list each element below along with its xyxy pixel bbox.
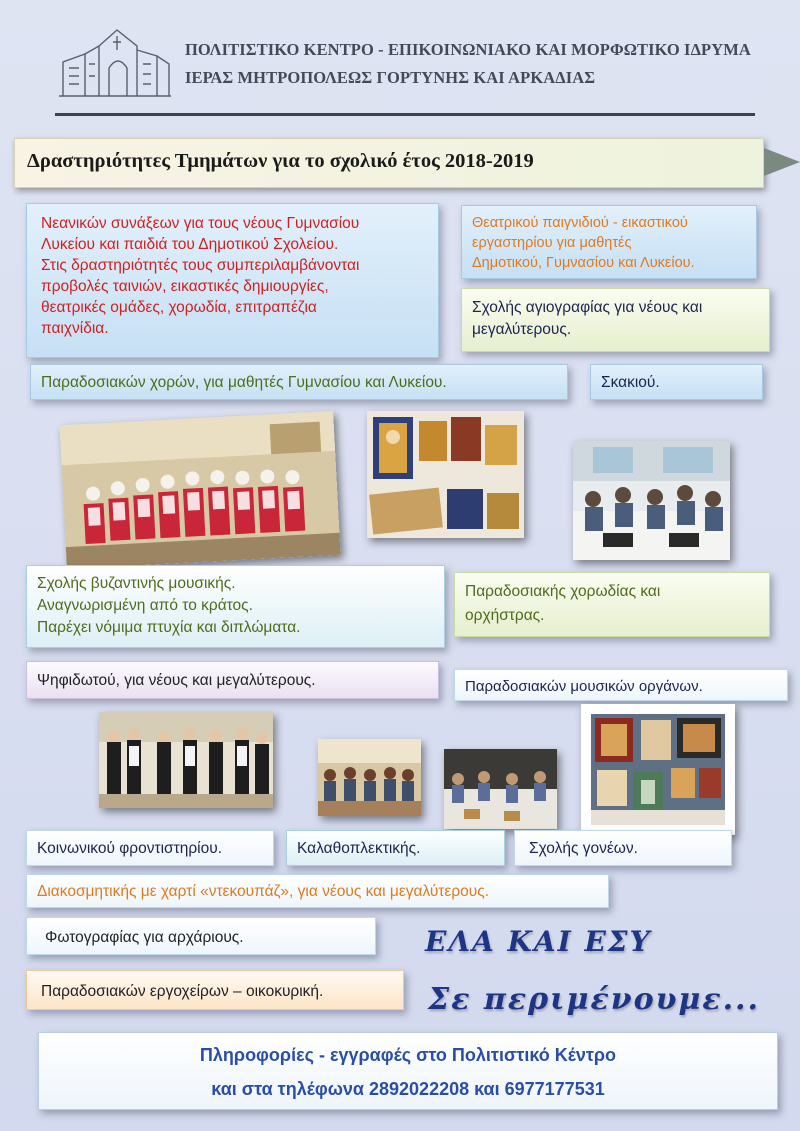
youth-meetings-box [26,203,439,358]
iconography-box [461,288,770,352]
byzantine-choir-photo [99,712,273,808]
tutoring-photo [318,739,421,816]
youth-meetings-line: προβολές ταινιών, εικαστικές δημιουργίες, [41,278,329,295]
chess-box [590,364,763,400]
page-title: Δραστηριότητες Τμημάτων για το σχολικό έτος 2018-2019 [14,138,764,188]
byzantine-line: Παρέχει νόμιμα πτυχία και διπλώματα. [37,619,301,636]
chess-label: Σκακιού. [601,374,660,391]
dances-label: Παραδοσιακών χορών, για μαθητές Γυμνασίου και Λυκείου. [41,374,447,391]
mosaic-label: Ψηφιδωτού, για νέους και μεγαλύτερους. [37,672,316,689]
instruments-label: Παραδοσιακών μουσικών οργάνων. [465,678,703,695]
instruments-box [454,669,788,701]
youth-meetings-line: θεατρικές ομάδες, χορωδία, επιτραπέζια [41,299,317,316]
contact-info-phones: και στα τηλέφωνα 2892022208 και 6977177531 [211,1079,605,1099]
mosaic-photo [581,704,735,835]
parents-box [514,830,732,866]
byzantine-line: Αναγνωρισμένη από το κράτος. [37,597,253,614]
youth-meetings-line: Νεανικών συνάξεων για τους νέους Γυμνασίου [41,215,360,232]
theatre-line: Δημοτικού, Γυμνασίου και Λυκείου. [472,255,695,271]
byzantine-box [26,565,445,648]
byzantine-line: Σχολής βυζαντινής μουσικής. [37,575,236,592]
choir-photo [59,411,340,569]
header-divider [55,113,755,116]
church-sketch-icon [55,24,175,100]
tutoring-box [26,830,274,866]
chess-photo [573,441,730,560]
theatre-line: εργαστηρίου για μαθητές [472,235,632,251]
org-name-line2: ΙΕΡΑΣ ΜΗΤΡΟΠΟΛΕΩΣ ΓΟΡΤΥΝΗΣ ΚΑΙ ΑΡΚΑΔΙΑΣ [185,68,596,87]
youth-meetings-line: παιχνίδια. [41,320,109,337]
photography-label: Φωτογραφίας για αρχάριους. [45,929,244,946]
title-arrow-decoration [764,148,800,176]
contact-info-line1: Πληροφορίες - εγγραφές στο Πολιτιστικό Κέντρο [199,1045,617,1065]
choir-orchestra-line: ορχήστρας. [465,607,545,624]
iconography-line: Σχολής αγιογραφίας για νέους και [472,299,703,316]
tutoring-label: Κοινωνικού φροντιστηρίου. [37,840,223,857]
theatre-line: Θεατρικού παιγνιδιού - εικαστικού [472,215,688,231]
slogan-come-too: ΕΛΑ ΚΑΙ ΕΣΥ [425,925,652,958]
theatre-box [461,205,757,279]
dances-box [30,364,568,400]
iconography-line: μεγαλύτερους. [472,321,572,338]
parents-label: Σχολής γονέων. [529,840,638,857]
mosaic-box [26,661,439,699]
slogan-we-wait: Σε περιμένουμε... [428,982,760,1017]
youth-meetings-line: Στις δραστηριότητές τους συμπεριλαμβάνονται [41,257,360,274]
decoupage-label: Διακοσμητικής με χαρτί «ντεκουπάζ», για νέους και μεγαλύτερους. [37,883,490,900]
choir-orchestra-line: Παραδοσιακής χορωδίας και [465,583,661,600]
crafts-box [26,970,404,1010]
youth-meetings-line: Λυκείου και παιδιά του Δημοτικού Σχολείου. [41,236,339,253]
basketry-label: Καλαθοπλεκτικής. [297,840,421,857]
org-name-line1: ΠΟΛΙΤΙΣΤΙΚΟ ΚΕΝΤΡΟ - ΕΠΙΚΟΙΝΩΝΙΑΚΟ ΚΑΙ ΜΟΡΦΩΤΙΚΟ ΙΔΡΥΜΑ [185,40,751,59]
basketry-photo [444,749,557,829]
basketry-box [286,830,505,866]
icons-exhibit-photo [367,411,524,538]
contact-info-box [38,1032,778,1110]
crafts-label: Παραδοσιακών εργοχείρων – οικοκυρική. [41,983,324,1000]
photography-box [26,917,376,955]
choir-orchestra-box [454,572,770,637]
decoupage-box [26,874,609,908]
